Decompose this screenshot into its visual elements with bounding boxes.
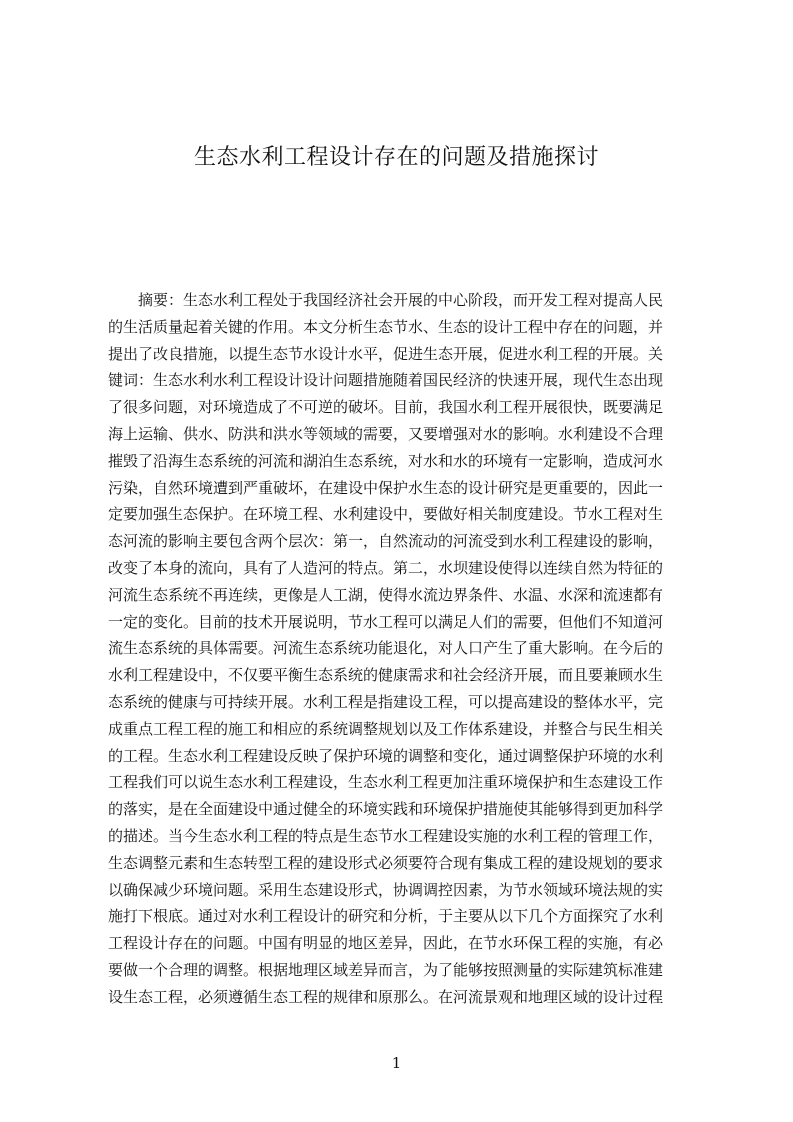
body-text-line: 以确保减少环境问题。采用生态建设形式，协调调控因素，为节水领域环境法规的实 bbox=[108, 880, 664, 899]
body-text-line: 污染，自然环境遭到严重破坏，在建设中保护水生态的设计研究是更重要的，因此一 bbox=[108, 478, 664, 497]
body-text-line: 的落实，是在全面建设中通过健全的环境实践和环境保护措施使其能够得到更加科学 bbox=[108, 800, 664, 819]
body-text-line: 设生态工程，必须遵循生态工程的规律和原那么。在河流景观和地理区域的设计过程 bbox=[108, 987, 664, 1006]
body-text-line: 了很多问题，对环境造成了不可逆的破坏。目前，我国水利工程开展很快，既要满足 bbox=[108, 398, 664, 417]
document-title: 生态水利工程设计存在的问题及措施探讨 bbox=[193, 145, 599, 170]
page-number: 1 bbox=[391, 1054, 402, 1072]
body-text-line: 的生活质量起着关键的作用。本文分析生态节水、生态的设计工程中存在的问题，并 bbox=[108, 317, 664, 336]
body-text-line: 的描述。当今生态水利工程的特点是生态节水工程建设实施的水利工程的管理工作， bbox=[108, 826, 664, 845]
body-text-line: 生态调整元素和生态转型工程的建设形式必须要符合现有集成工程的建设规划的要求 bbox=[108, 853, 664, 872]
body-text-line: 键词：生态水利水利工程设计设计问题措施随着国民经济的快速开展，现代生态出现 bbox=[108, 371, 664, 390]
body-text-line: 摘要：生态水利工程处于我国经济社会开展的中心阶段，而开发工程对提高人民 bbox=[138, 291, 664, 309]
body-text-line: 要做一个合理的调整。根据地理区域差异而言，为了能够按照测量的实际建筑标准建 bbox=[108, 960, 664, 979]
body-text-line: 河流生态系统不再连续，更像是人工湖，使得水流边界条件、水温、水深和流速都有 bbox=[108, 585, 664, 604]
body-text-line: 施打下根底。通过对水利工程设计的研究和分析，于主要从以下几个方面探究了水利 bbox=[108, 907, 664, 926]
document-body bbox=[108, 287, 704, 1011]
body-text-line: 定要加强生态保护。在环境工程、水利建设中，要做好相关制度建设。节水工程对生 bbox=[108, 505, 664, 524]
body-text-line: 一定的变化。目前的技术开展说明，节水工程可以满足人们的需要，但他们不知道河 bbox=[108, 612, 664, 631]
body-text-line: 态河流的影响主要包含两个层次：第一，自然流动的河流受到水利工程建设的影响， bbox=[108, 532, 664, 551]
body-text-line: 工程设计存在的问题。中国有明显的地区差异，因此，在节水环保工程的实施，有必 bbox=[108, 934, 664, 953]
body-text-line: 成重点工程工程的施工和相应的系统调整规划以及工作体系建设，并整合与民生相关 bbox=[108, 719, 664, 738]
body-text-line: 摧毁了沿海生态系统的河流和湖泊生态系统，对水和水的环境有一定影响，造成河水 bbox=[108, 451, 664, 470]
body-text-line: 改变了本身的流向，具有了人造河的特点。第二，水坝建设使得以连续自然为特征的 bbox=[108, 558, 664, 577]
body-text-line: 流生态系统的具体需要。河流生态系统功能退化，对人口产生了重大影响。在今后的 bbox=[108, 639, 664, 658]
body-text-line: 水利工程建设中，不仅要平衡生态系统的健康需求和社会经济开展，而且要兼顾水生 bbox=[108, 666, 664, 685]
body-text-line: 的工程。生态水利工程建设反映了保护环境的调整和变化，通过调整保护环境的水利 bbox=[108, 746, 664, 765]
body-text-line: 态系统的健康与可持续开展。水利工程是指建设工程，可以提高建设的整体水平，完 bbox=[108, 692, 664, 711]
body-text-line: 工程我们可以说生态水利工程建设，生态水利工程更加注重环境保护和生态建设工作 bbox=[108, 773, 664, 792]
body-text-line: 提出了改良措施，以提生态节水设计水平，促进生态开展，促进水利工程的开展。关 bbox=[108, 344, 664, 363]
body-text-line: 海上运输、供水、防洪和洪水等领域的需要，又要增强对水的影响。水利建设不合理 bbox=[108, 424, 664, 443]
